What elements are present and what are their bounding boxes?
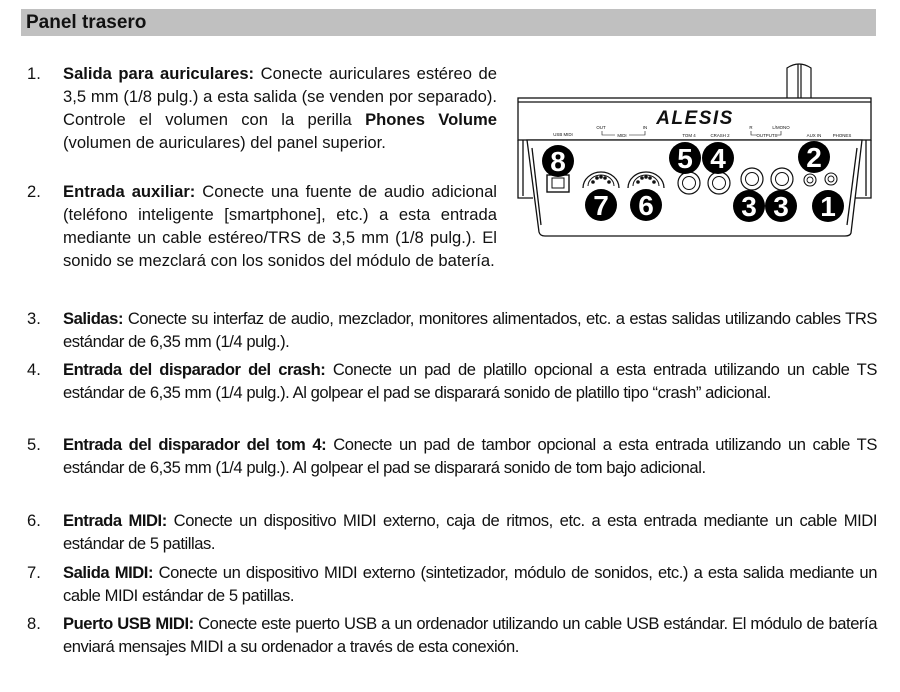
callout-7 [585, 189, 617, 221]
item-number: 2. [27, 182, 41, 201]
item-text-after: (volumen de auriculares) del panel superior. [63, 133, 386, 152]
label-crash2: CRASH 2 [710, 133, 730, 138]
item-body [63, 307, 877, 353]
item-body [63, 433, 877, 479]
item-label: Entrada auxiliar: [63, 182, 196, 201]
item-label: Salida para auriculares: [63, 64, 255, 83]
item-text: Conecte una fuente de audio adicional (teléfono inteligente [smartphone], etc.) a esta entrada mediante un cable estéreo/TRS de 3,5 mm (1/8 pulg.). El sonido se mezclará con los sonidos del módulo de batería. [63, 182, 497, 270]
item-text: Conecte un dispositivo MIDI externo, caja de ritmos, etc. a esta entrada mediante un cable MIDI estándar de 5 patillas. [63, 511, 877, 553]
item-body [63, 62, 497, 154]
item-body [63, 180, 497, 272]
item-text: Conecte su interfaz de audio, mezclador, monitores alimentados, etc. a estas salidas utilizando cables TRS estándar de 6,35 mm (1/4 pulg.). [63, 309, 877, 351]
item-body [63, 509, 877, 555]
item-body [63, 612, 877, 658]
label-r: R [749, 125, 753, 130]
callout-5 [669, 142, 701, 174]
callout-number: 8 [550, 146, 566, 177]
phones-jack-icon [825, 173, 837, 185]
label-aux-in: AUX IN [806, 133, 822, 138]
callout-number: 2 [806, 142, 822, 173]
item-text: Conecte un pad de platillo opcional a esta entrada utilizando un cable TS estándar de 6,35 mm (1/4 pulg.). Al golpear el pad se disparará sonido de platillo tipo “crash” adicional. [63, 360, 877, 402]
item-text: Conecte un dispositivo MIDI externo (sintetizador, módulo de sonidos, etc.) a esta salida mediante un cable MIDI estándar de 5 patillas. [63, 563, 877, 605]
callout-number: 5 [677, 143, 693, 174]
item-number: 6. [27, 511, 41, 530]
callout-number: 3 [741, 191, 757, 222]
volume-knob-icon [787, 64, 811, 100]
crash2-jack-icon [708, 172, 730, 194]
item-label: Entrada del disparador del tom 4: [63, 435, 327, 454]
callout-3a [733, 190, 765, 222]
item-label: Entrada MIDI: [63, 511, 167, 530]
tom4-jack-icon [678, 172, 700, 194]
item-body [63, 358, 877, 404]
rear-panel-svg [515, 60, 880, 255]
callout-3b [765, 190, 797, 222]
item-body [63, 561, 877, 607]
callout-6 [630, 189, 662, 221]
callout-number: 6 [638, 190, 654, 221]
label-l-mono: L/MONO [772, 125, 790, 130]
callout-number: 7 [593, 190, 609, 221]
item-label: Salidas: [63, 309, 124, 328]
item-text: Conecte un pad de tambor opcional a esta entrada utilizando un cable TS estándar de 6,35 mm (1/4 pulg.). Al golpear el pad se disparará sonido de tom bajo adicional. [63, 435, 877, 477]
rear-panel-diagram [515, 60, 880, 255]
label-usb-midi: USB MIDI [553, 132, 573, 137]
aux-in-jack-icon [804, 174, 816, 186]
output-l-jack-icon [771, 168, 793, 190]
item-text: Conecte auriculares estéreo de 3,5 mm (1/8 pulg.) a esta salida (se venden por separado). Controle el volumen con la perilla [63, 64, 498, 129]
callout-1 [812, 190, 844, 222]
section-title: Panel trasero [26, 12, 147, 33]
usb-port-icon [547, 175, 569, 192]
label-phones: PHONES [832, 133, 852, 138]
item-number: 5. [27, 435, 41, 454]
item-number: 1. [27, 64, 41, 83]
item-bold-term: Phones Volume [365, 110, 497, 129]
label-midi-in: IN [642, 125, 648, 130]
callout-2 [798, 141, 830, 173]
item-label: Entrada del disparador del crash: [63, 360, 326, 379]
section-header [21, 9, 876, 36]
label-midi-out: OUT [596, 125, 606, 130]
label-midi: MIDI [617, 133, 627, 138]
item-number: 4. [27, 360, 41, 379]
output-r-jack-icon [741, 168, 763, 190]
item-text: Conecte este puerto USB a un ordenador utilizando un cable USB estándar. El módulo de batería enviará mensajes MIDI a su ordenador a través de esta conexión. [63, 614, 877, 656]
alesis-logo: ALESIS [656, 108, 734, 129]
item-label: Salida MIDI: [63, 563, 154, 582]
callout-number: 4 [710, 143, 726, 174]
item-label: Puerto USB MIDI: [63, 614, 194, 633]
callout-number: 1 [820, 191, 836, 222]
item-number: 8. [27, 614, 41, 633]
callout-number: 3 [773, 191, 789, 222]
item-number: 3. [27, 309, 41, 328]
callout-4 [702, 142, 734, 174]
label-tom4: TOM 4 [682, 133, 696, 138]
callout-8 [542, 145, 574, 177]
label-outputs: OUTPUTS [756, 133, 778, 138]
item-number: 7. [27, 563, 41, 582]
